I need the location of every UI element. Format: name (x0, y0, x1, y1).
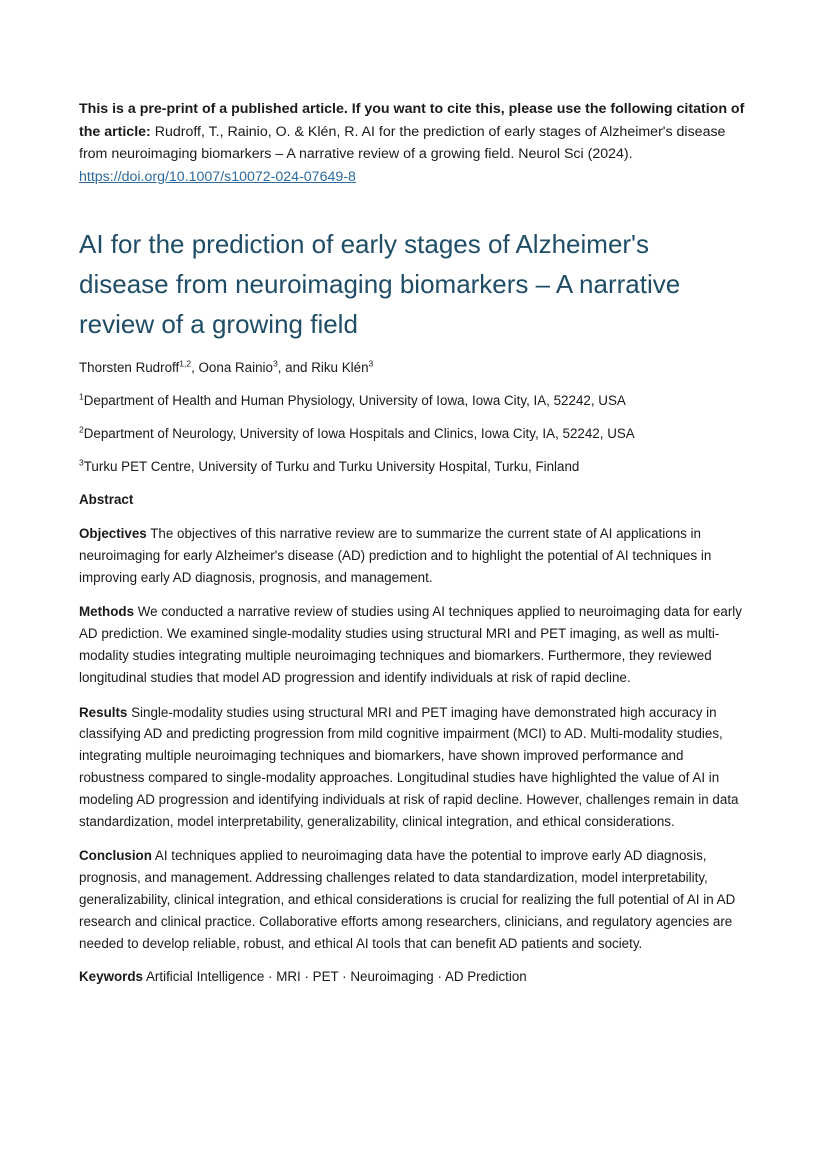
abstract-conclusion (79, 845, 748, 954)
section-text: We conducted a narrative review of studies using AI techniques applied to neuroimaging data for early AD prediction. We examined single-modality studies using structural MRI and PET imaging, as well as multi-modality studies integrating multiple neuroimaging techniques and biomarkers. Furthermore, they reviewed longitudinal studies that model AD progression and identify individuals at risk of rapid decline. (79, 604, 742, 685)
preprint-notice-bold: This is a pre-print of a published article. If you want to cite this, please use the following citation of the article: (79, 101, 745, 140)
affiliation-mark: 3 (79, 457, 84, 468)
affiliation-mark: 2 (79, 424, 84, 435)
affiliation-text: Department of Neurology, University of Iowa Hospitals and Clinics, Iowa City, IA, 52242, USA (83, 426, 635, 441)
author-affiliation-mark: 3 (368, 358, 374, 369)
author-separator: , and (277, 360, 312, 375)
doi-link[interactable]: https://doi.org/10.1007/s10072-024-07649-8 (79, 168, 356, 185)
keywords-label: Keywords (79, 969, 143, 985)
affiliation-text: Turku PET Centre, University of Turku and Turku University Hospital, Turku, Finland (83, 459, 580, 474)
paper-title: AI for the prediction of early stages of Alzheimer's disease from neuroimaging biomarkers – A narrative review of a growing field (79, 229, 681, 339)
abstract-heading: Abstract (79, 492, 134, 507)
author-name: Thorsten Rudroff (79, 360, 180, 375)
section-label: Conclusion (79, 848, 152, 864)
abstract-objectives (79, 523, 748, 588)
author-affiliation-mark: 1,2 (179, 358, 192, 369)
section-label: Results (79, 704, 128, 720)
author-name: Riku Klén (311, 360, 369, 375)
author-name: Oona Rainio (198, 360, 273, 375)
section-text: The objectives of this narrative review are to summarize the current state of AI applications in neuroimaging for early Alzheimer's disease (AD) prediction and to highlight the potential of AI techniques in improving early AD diagnosis, prognosis, and management. (79, 526, 712, 585)
affiliation (79, 391, 748, 411)
author-list (79, 358, 748, 378)
section-label: Objectives (79, 526, 147, 541)
author-affiliation-mark: 3 (272, 358, 278, 369)
affiliation-text: Department of Health and Human Physiology, University of Iowa, Iowa City, IA, 52242, USA (83, 393, 626, 408)
author-separator: , (191, 360, 199, 375)
section-text: AI techniques applied to neuroimaging data have the potential to improve early AD diagnosis, prognosis, and management. Addressing challenges related to data standardization, model interpretability, generalizability, clinical integration, and ethical considerations is crucial for realizing the full potential of AI in AD research and clinical practice. Collaborative efforts among researchers, clinicians, and regulatory agencies are needed to develop reliable, robust, and ethical AI tools that can benefit AD patients and society. (79, 848, 736, 951)
section-text: Single-modality studies using structural MRI and PET imaging have demonstrated high accuracy in classifying AD and predicting progression from mild cognitive impairment (MCI) to AD. Multi-modality studies, integrating multiple neuroimaging techniques and biomarkers, have shown improved performance and robustness compared to single-modality approaches. Longitudinal studies have highlighted the value of AI in modeling AD progression and identifying individuals at risk of rapid decline. However, challenges remain in data standardization, model interpretability, generalizability, clinical integration, and ethical considerations. (79, 704, 739, 829)
keywords-text: Artificial Intelligence · MRI · PET · Neuroimaging · AD Prediction (143, 969, 527, 985)
affiliation (79, 457, 748, 477)
affiliation-mark: 1 (79, 391, 84, 402)
section-label: Methods (79, 604, 135, 620)
affiliation (79, 424, 748, 444)
keywords (79, 967, 748, 987)
abstract-methods (79, 601, 748, 688)
abstract-results (79, 702, 748, 833)
preprint-notice (79, 98, 748, 188)
citation-text: Rudroff, T., Rainio, O. & Klén, R. AI for the prediction of early stages of Alzheimer's disease from neuroimaging biomarkers – A narrative review of a growing field. Neurol Sci (2024). (79, 123, 726, 162)
